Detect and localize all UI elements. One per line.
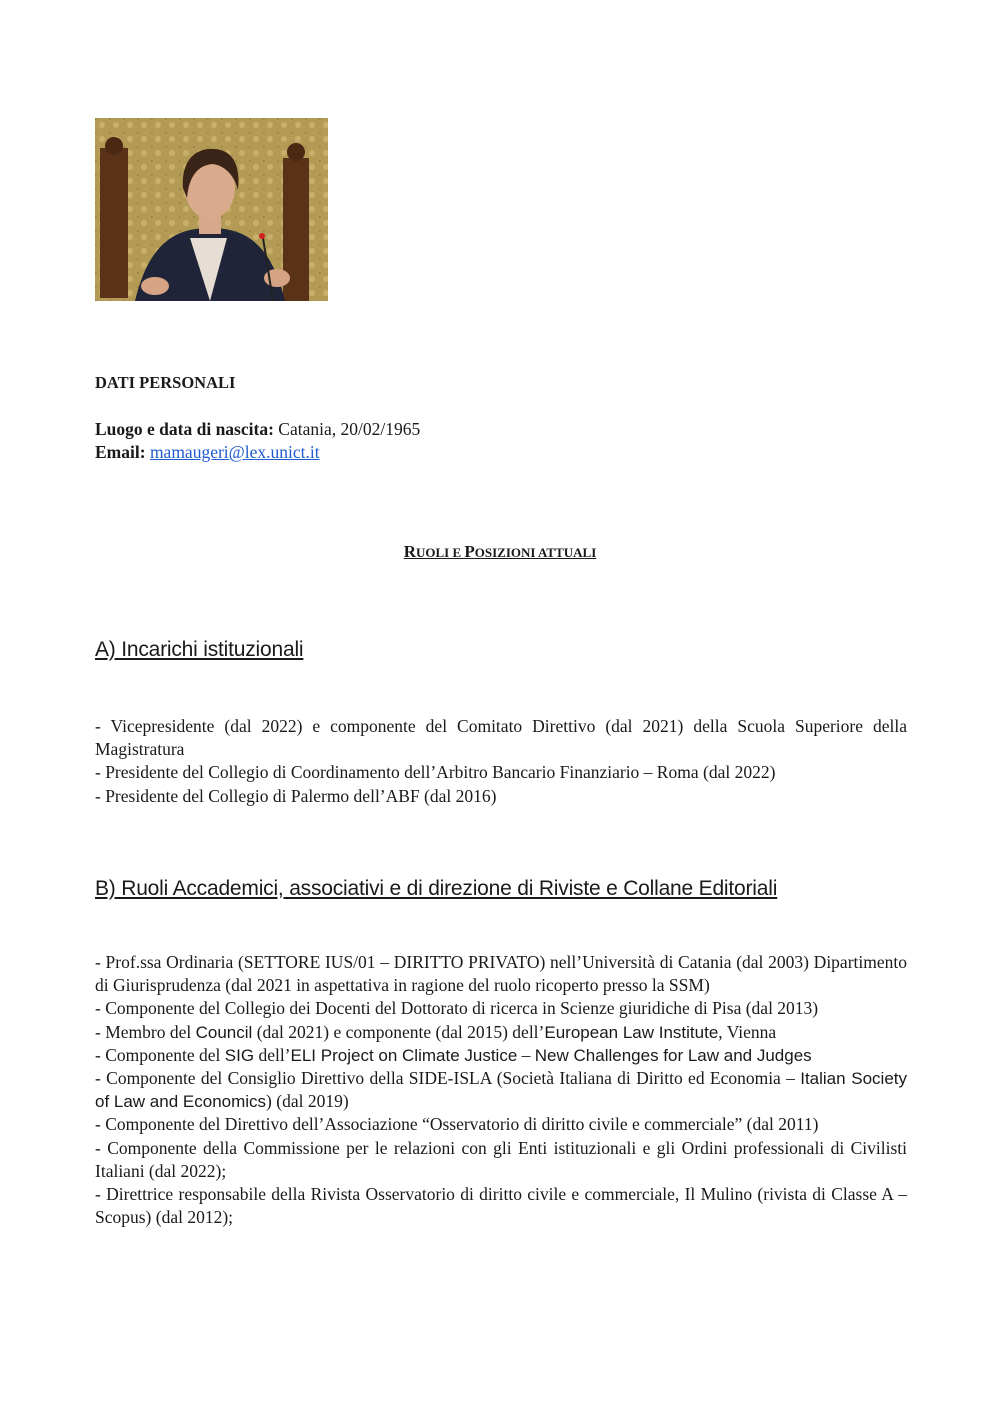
portrait-image	[95, 118, 328, 301]
email-label: Email:	[95, 442, 146, 463]
list-item: - Prof.ssa Ordinaria (SETTORE IUS/01 – DIRITTO PRIVATO) nell’Università di Catania (dal 2003) Dipartimento di Giurisprudenza (dal 2021 in aspettativa in ragione del ruolo ricoperto presso la SSM)	[95, 952, 907, 996]
list-item: - Componente del Collegio dei Docenti del Dottorato di ricerca in Scienze giuridiche di Pisa (dal 2013)	[95, 998, 819, 1019]
birth-line	[95, 418, 907, 441]
list-item: - Vicepresidente (dal 2022) e componente del Comitato Direttivo (dal 2021) della Scuola Superiore della Magistratura	[95, 716, 907, 760]
roles-heading: RUOLI E POSIZIONI ATTUALI	[403, 542, 597, 561]
section-b-title: B) Ruoli Accademici, associativi e di direzione di Riviste e Collane Editoriali	[95, 877, 778, 900]
list-item: - Direttrice responsabile della Rivista Osservatorio di diritto civile e commerciale, Il Mulino (rivista di Classe A – Scopus) (dal 2012);	[95, 1184, 907, 1228]
list-item: - Componente del Direttivo dell’Associazione “Osservatorio di diritto civile e commerciale” (dal 2011)	[95, 1114, 819, 1135]
birth-value: Catania, 20/02/1965	[273, 419, 421, 439]
portrait-photo	[95, 118, 328, 301]
list-item: - Componente della Commissione per le relazioni con gli Enti istituzionali e gli Ordini professionali di Civilisti Italiani (dal 2022);	[95, 1137, 907, 1181]
personal-data-heading: DATI PERSONALI	[95, 373, 236, 392]
list-item: - Presidente del Collegio di Palermo dell’ABF (dal 2016)	[95, 785, 497, 806]
list-item: - Componente del Consiglio Direttivo della SIDE-ISLA (Società Italiana di Diritto ed Economia – Italian Society of Law and Economics) (dal 2019)	[95, 1068, 907, 1112]
personal-data-section	[95, 371, 907, 394]
personal-details	[95, 418, 907, 464]
section-b-list	[95, 951, 907, 1229]
section-a-title: A) Incarichi istituzionali	[95, 638, 304, 661]
email-link[interactable]: mamaugeri@lex.unict.it	[149, 442, 320, 463]
birth-label: Luogo e data di nascita:	[95, 419, 274, 439]
list-item: - Membro del Council (dal 2021) e componente (dal 2015) dell’European Law Institute, Vienna	[95, 1021, 777, 1042]
email-line	[95, 441, 907, 464]
list-item: - Componente del SIG dell’ELI Project on Climate Justice – New Challenges for Law and Judges	[95, 1044, 812, 1065]
section-a-list	[95, 715, 907, 808]
list-item: - Presidente del Collegio di Coordinamento dell’Arbitro Bancario Finanziario – Roma (dal 2022)	[95, 762, 776, 783]
